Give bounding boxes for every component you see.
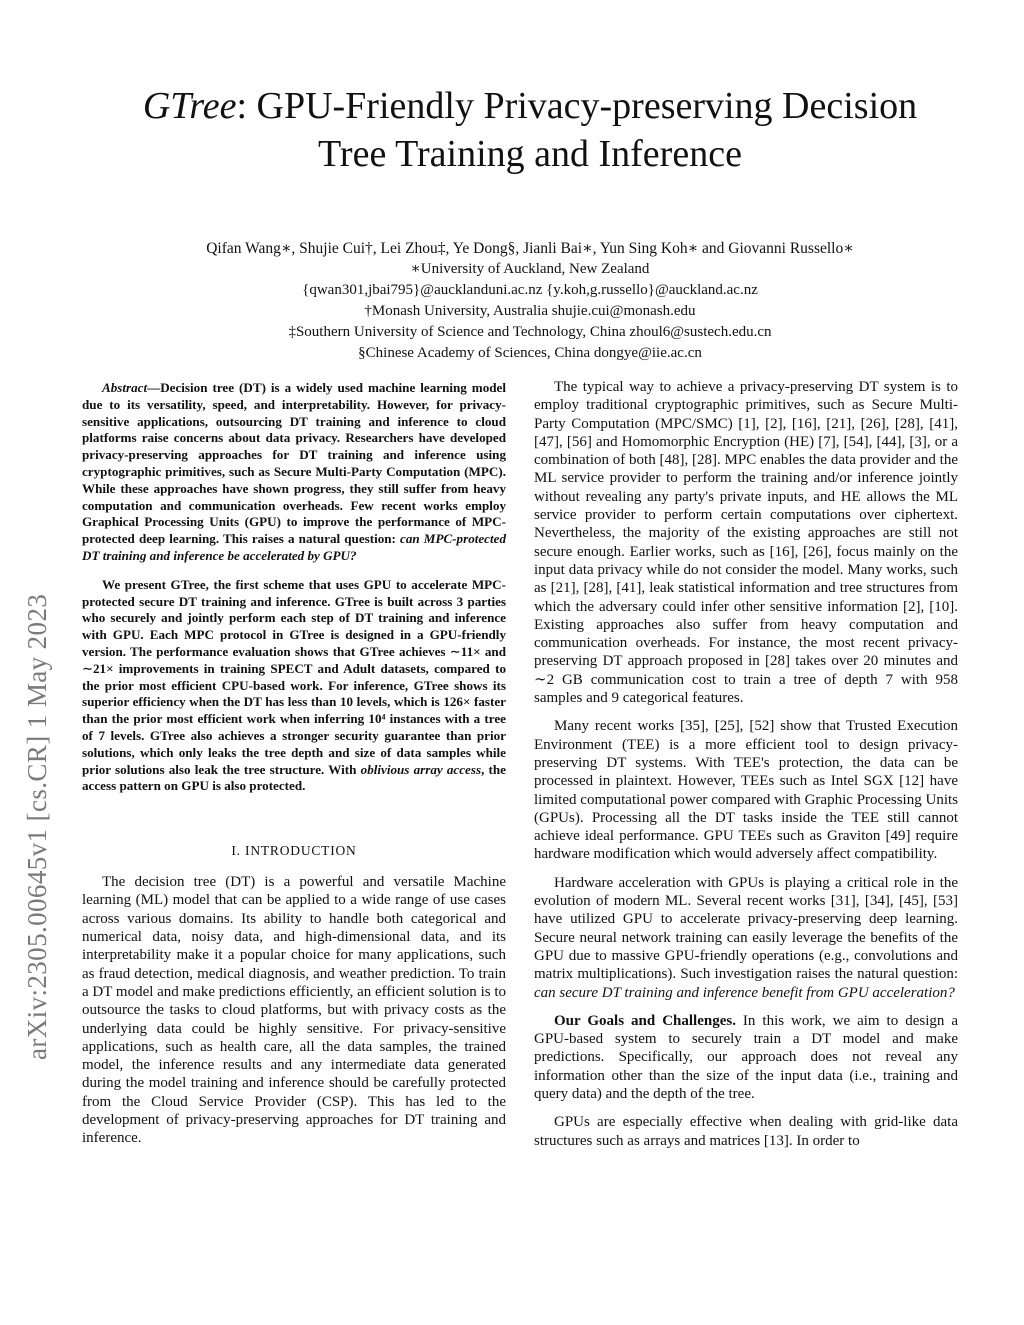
introduction-body xyxy=(82,873,506,1147)
abstract-p1-text: —Decision tree (DT) is a widely used machine learning model due to its versatility, speed, and interpretability. However, for privacy-sensitive applications, outsourcing DT training and inference to cloud platforms raise concerns about data privacy. Researchers have developed privacy-preserving approaches for DT training and inference using cryptographic primitives, such as Secure Multi-Party Computation (MPC). While these approaches have shown progress, they still suffer from heavy computation and communication overheads. Few recent works employ Graphical Processing Units (GPU) to improve the performance of MPC-protected deep learning. This raises a natural question: xyxy=(82,380,506,547)
affiliation-monash: †Monash University, Australia shujie.cui@monash.edu xyxy=(364,303,696,319)
right-p3-question: can secure DT training and inference benefit from GPU acceleration? xyxy=(534,984,955,1001)
arxiv-identifier: arXiv:2305.00645v1 [cs.CR] 1 May 2023 xyxy=(22,593,52,1060)
section-heading-introduction: I. INTRODUCTION xyxy=(231,843,357,859)
right-paragraph-5: GPUs are especially effective when dealing with grid-like data structures such as arrays and matrices [13]. In order to xyxy=(534,1114,958,1149)
abstract-p1-question: can MPC-protected DT training and inference be accelerated by GPU? xyxy=(82,531,506,563)
abstract-paragraph-2 xyxy=(82,577,506,795)
affiliation-sustech: ‡Southern University of Science and Technology, China zhoul6@sustech.edu.cn xyxy=(288,324,772,340)
right-paragraph-1: The typical way to achieve a privacy-preserving DT system is to employ traditional cryptographic primitives, such as Secure Multi-Party Computation (MPC/SMC) [1], [2], [16], [21], [26], [28], [41], [47], [56] and Homomorphic Encryption (HE) [7], [54], [44], [3], or a combination of both [48], [28]. MPC enables the data provider and the ML service provider to perform the training and/or inference jointly without revealing any party's private inputs, and HE allows the ML service provider to perform certain computations over ciphertext. Nevertheless, the majority of the existing approaches are still not secure enough. Earlier works, such as [16], [26], focus mainly on the input data privacy while do not consider the model. Many works, such as [21], [28], [41], leak statistical information and tree structures from which the adversary could infer other sensitive information [2], [10]. Existing approaches also suffer from heavy computation and communication overheads. For instance, the most recent privacy-preserving DT approach proposed in [28] takes over 20 minutes and ∼2 GB communication cost to train a tree of depth 7 with 958 samples and 9 categorical features. xyxy=(534,379,958,707)
right-paragraph-4 xyxy=(534,1012,958,1103)
goals-heading: Our Goals and Challenges. xyxy=(554,1012,736,1029)
affiliation-auckland: ∗University of Auckland, New Zealand xyxy=(410,261,650,277)
right-p3-text: Hardware acceleration with GPUs is playing a critical role in the evolution of modern ML. Several recent works [31], [34], [45], [53] have utilized GPU to accelerate privacy-preserving deep learning. Secure neural network training can easily leverage the benefits of the GPU due to massive GPU-friendly operations (e.g., convolutions and matrix multiplications). Such investigation raises the natural question: xyxy=(534,874,958,983)
title-line1: : GPU-Friendly Privacy-preserving Decision xyxy=(236,85,918,127)
abstract xyxy=(82,380,506,795)
affiliation-cas: §Chinese Academy of Sciences, China dongye@iie.ac.cn xyxy=(358,345,702,361)
abstract-paragraph-1 xyxy=(82,380,506,565)
abstract-label: Abstract xyxy=(102,380,148,395)
paper-title xyxy=(80,82,980,178)
right-column xyxy=(534,378,958,1160)
intro-paragraph-1: The decision tree (DT) is a powerful and versatile Machine learning (ML) model that can be applied to a wide range of use cases across various domains. Its ability to handle both categorical and numerical data, noisy data, and high-dimensional data, and its interpretability make it a popular choice for many applications, such as fraud detection, medical diagnosis, and weather prediction. To train a DT model and make predictions efficiently, an efficient solution is to outsource the tasks to cloud platforms, but with privacy costs as the underlying data could be highly sensitive. For privacy-sensitive applications, such as health care, all the data samples, the trained model, the inference results and any intermediate data generated during the model training and inference should be carefully protected from the Cloud Service Provider (CSP). This has led to the development of privacy-preserving approaches for DT training and inference. xyxy=(82,874,506,1147)
affiliation-auckland-emails: {qwan301,jbai795}@aucklanduni.ac.nz {y.koh,g.russello}@auckland.ac.nz xyxy=(302,282,758,298)
right-paragraph-3 xyxy=(534,874,958,1002)
right-paragraph-2: Many recent works [35], [25], [52] show that Trusted Execution Environment (TEE) is a more efficient tool to design privacy-preserving DT systems. With TEE's protection, the data can be processed in plaintext. However, TEEs such as Intel SGX [12] have limited computational power compared with Graphic Processing Units (GPUs). Processing all the DT tasks inside the TEE still cannot achieve ideal performance. GPU TEEs such as Graviton [49] require hardware modification which would adversely affect compatibility. xyxy=(534,718,958,863)
abstract-p2-italic: oblivious array access xyxy=(360,761,482,777)
right-p4-text: In this work, we aim to design a GPU-based system to securely train a DT model and make predictions. Specifically, our approach does not reveal any information other than the size of the input data (i.e., training and query data) and the depth of the tree. xyxy=(534,1012,958,1102)
title-line2: Tree Training and Inference xyxy=(318,133,742,175)
author-list: Qifan Wang∗, Shujie Cui†, Lei Zhou‡, Ye Dong§, Jianli Bai∗, Yun Sing Koh∗ and Giovanni Russello∗ xyxy=(206,240,854,257)
title-gtree: GTree xyxy=(142,85,237,127)
abstract-p2-text: We present GTree, the first scheme that uses GPU to accelerate MPC-protected secure DT training and inference. GTree is built across 3 parties who securely and jointly perform each step of DT training and inference with GPU. Each MPC protocol in GTree is designed in a GPU-friendly version. The performance evaluation shows that GTree achieves ∼11× and ∼21× improvements in training SPECT and Adult datasets, compared to the prior most efficient CPU-based work. For inference, GTree shows its superior efficiency when the DT has less than 10 levels, which is 126× faster than the prior most efficient work when inferring 10⁴ instances with a tree of 7 levels. GTree also achieves a stronger security guarantee than prior solutions, which only leaks the tree depth and size of data samples while prior solutions also leak the tree structure. With xyxy=(82,576,506,777)
abstract-p2-end: , the access pattern on GPU is also protected. xyxy=(82,761,506,794)
left-column xyxy=(82,380,506,1158)
